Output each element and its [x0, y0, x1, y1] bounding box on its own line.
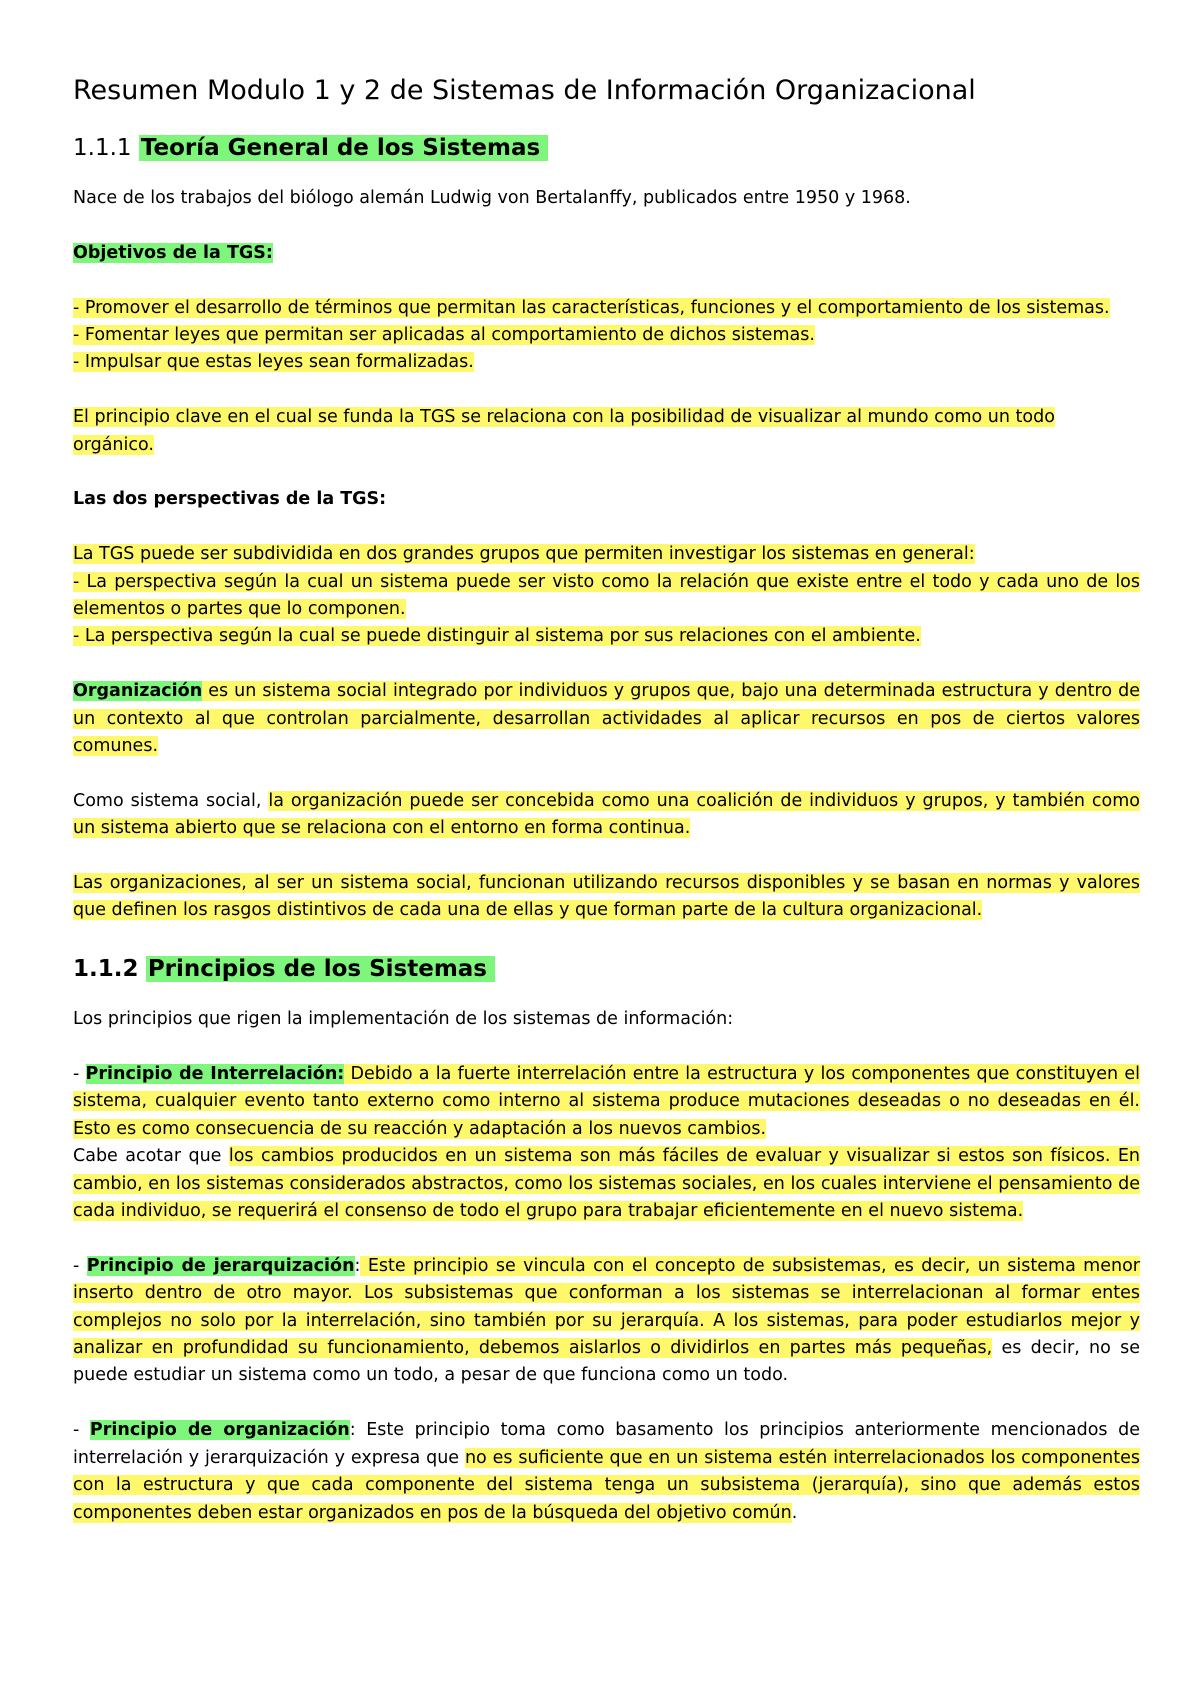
principle-text: Debido a la fuerte interrelación entre la estructura y los componentes que constituyen el sistema, cualquier evento tanto externo como interno al sistema produce mutaciones deseadas o no deseadas en él. Esto es como consecuencia de su reacción y adaptación a los nuevos cambios. [73, 1064, 1140, 1139]
section-number: 1.1.1 [73, 135, 132, 161]
colon: : [354, 1255, 361, 1276]
dash: - [73, 1420, 90, 1441]
key-principle-text: El principio clave en el cual se funda la TGS se relaciona con la posibilidad de visualizar al mundo como un todo orgánico. [73, 407, 1055, 455]
principle-interrelation [73, 1061, 1140, 1143]
principle-organization [73, 1417, 1140, 1527]
objectives-heading-label: Objetivos de la TGS: [73, 242, 273, 263]
period: . [791, 1502, 798, 1523]
dash: - [73, 1255, 87, 1276]
tgs-intro: Nace de los trabajos del biólogo alemán Ludwig von Bertalanffy, publicados entre 1950 y 1968. [73, 188, 911, 208]
section-heading-1-1-2 [73, 952, 1140, 986]
perspectives-intro: La TGS puede ser subdividida en dos grandes grupos que permiten investigar los sistemas en general: [73, 544, 975, 565]
principle-text-highlight: no es suficiente que en un sistema estén interrelacionados los componentes con la estructura y que cada componente del sistema tenga un subsistema (jerarquía), sino que además estos componentes deben estar organizados en pos de la búsqueda del objetivo común [73, 1447, 1140, 1523]
dash: - [73, 1064, 86, 1085]
objectives-list [73, 295, 1140, 377]
section-heading-1-1-1 [73, 131, 1140, 165]
principle-label: Principio de Interrelación: [85, 1064, 345, 1085]
principle-tail: es decir, no se puede estudiar un sistema como un todo, a pesar de que funciona como un todo. [73, 1338, 1140, 1386]
perspectives-heading: Las dos perspectivas de la TGS: [73, 489, 387, 510]
social-text: la organización puede ser concebida como una coalición de individuos y grupos, y también como un sistema abierto que se relaciona con el entorno en forma continua. [73, 790, 1140, 839]
principle-hierarchy [73, 1253, 1140, 1390]
section-title: Principios de los Sistemas [146, 956, 495, 982]
organizations-paragraph [73, 870, 1140, 925]
principle-label: Principio de organización [89, 1420, 350, 1441]
principles-intro: Los principios que rigen la implementación de los sistemas de información: [73, 1009, 734, 1030]
note-text: los cambios producidos en un sistema son más fáciles de evaluar y visualizar si estos son físicos. En cambio, en los sistemas considerados abstractos, como los sistemas sociales, en los cuales interviene el pensamiento de cada individuo, se requerirá el consenso de todo el grupo para trabajar eficientemente en el nuevo sistema. [73, 1146, 1140, 1222]
key-principle [73, 404, 1140, 459]
objective-item: - Fomentar leyes que permitan ser aplicadas al comportamiento de dichos sistemas. [73, 325, 815, 345]
principle-text-plain: Este principio toma como basamento los principios anteriormente mencionados de interrelación y jerarquización y expresa que [73, 1420, 1140, 1468]
perspectives-block [73, 541, 1140, 651]
document-title: Resumen Modulo 1 y 2 de Sistemas de Información Organizacional [73, 75, 976, 106]
perspective-item: - La perspectiva según la cual se puede distinguir al sistema por sus relaciones con el ambiente. [73, 626, 921, 647]
objective-item: - Impulsar que estas leyes sean formalizadas. [73, 352, 474, 373]
section-title: Teoría General de los Sistemas [139, 135, 548, 161]
objective-item: - Promover el desarrollo de términos que permitan las características, funciones y el comportamiento de los sistemas. [73, 297, 1110, 318]
organization-term: Organización [73, 681, 203, 702]
principle-interrelation-note [73, 1143, 1140, 1225]
objectives-heading [73, 240, 1140, 267]
social-system-paragraph [73, 788, 1140, 843]
organization-definition [73, 678, 1140, 760]
organizations-text: Las organizaciones, al ser un sistema social, funcionan utilizando recursos disponibles y se basan en normas y valores que definen los rasgos distintivos de cada una de ellas y que forman parte de la cultura organizacional. [73, 873, 1140, 921]
principle-label: Principio de jerarquización [86, 1255, 355, 1276]
social-prefix: Como sistema social, [73, 790, 269, 811]
note-prefix: Cabe acotar que [73, 1146, 229, 1167]
colon: : [349, 1420, 356, 1441]
principle-text: Este principio se vincula con el concepto de subsistemas, es decir, un sistema menor inserto dentro de otro mayor. Los subsistemas que conforman a los sistemas se interrelacionan al formar entes complejos no solo por la interrelación, sino también por su jerarquía. A los sistemas, para poder estudiarlos mejor y analizar en profundidad su funcionamiento, debemos aislarlos o dividirlos en partes más pequeñas, [73, 1255, 1140, 1359]
section-number: 1.1.2 [73, 956, 139, 983]
organization-def-text: es un sistema social integrado por individuos y grupos que, bajo una determinada estructura y dentro de un contexto al que controlan parcialmente, desarrollan actividades al aplicar recursos en pos de ciertos valores comunes. [73, 681, 1140, 757]
perspective-item: - La perspectiva según la cual un sistema puede ser visto como la relación que existe entre el todo y cada uno de los elementos o partes que lo componen. [73, 571, 1140, 620]
